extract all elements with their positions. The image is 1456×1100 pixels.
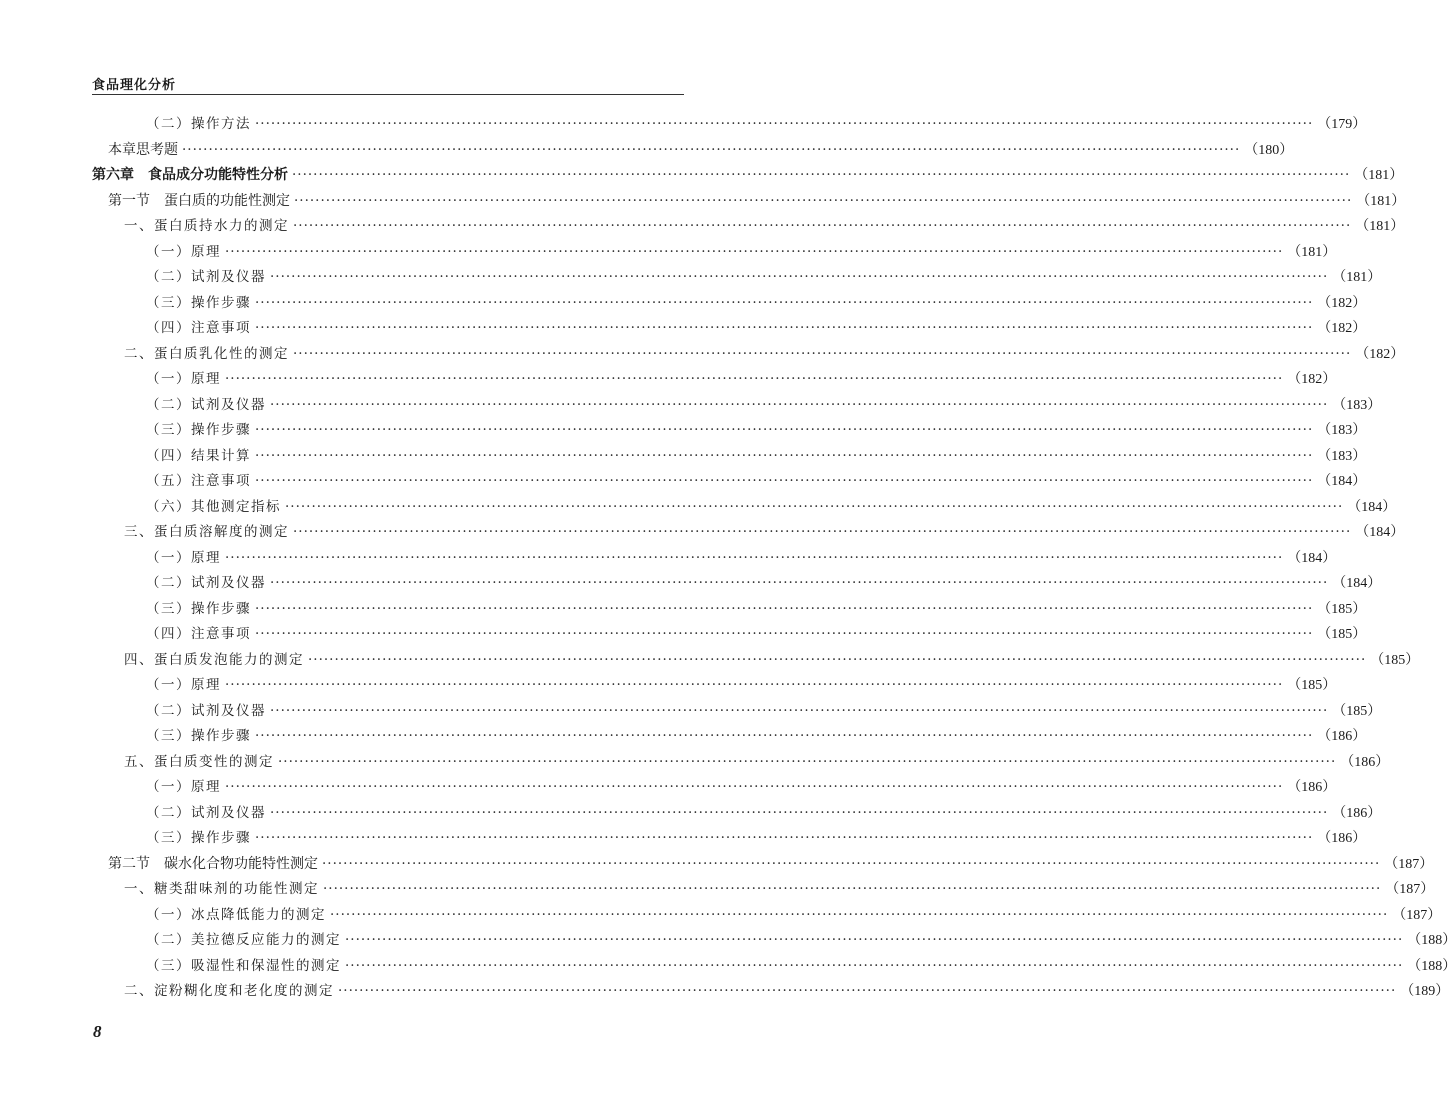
toc-entry bbox=[146, 368, 1337, 390]
dot-leader: ········································································································································································································ bbox=[308, 651, 1367, 668]
toc-entry-title: 二、淀粉糊化度和老化度的测定 bbox=[124, 983, 334, 999]
toc-entry bbox=[124, 878, 1435, 900]
dot-leader: ········································································································································································································ bbox=[270, 575, 1329, 591]
toc-entry-page: （186） bbox=[1317, 729, 1367, 744]
toc-entry bbox=[124, 343, 1405, 365]
toc-entry-title: 一、蛋白质持水力的测定 bbox=[124, 218, 289, 234]
toc-entry-title: （二）试剂及仪器 bbox=[146, 269, 266, 285]
toc-entry-page: （184） bbox=[1287, 550, 1337, 566]
toc-entry bbox=[146, 241, 1337, 263]
toc-entry bbox=[146, 496, 1397, 518]
toc-entry-page: （183） bbox=[1317, 448, 1367, 464]
toc-entry bbox=[146, 113, 1367, 135]
toc-entry-title: 一、糖类甜味剂的功能性测定 bbox=[124, 881, 319, 897]
toc-entry bbox=[146, 674, 1337, 696]
toc-entry bbox=[108, 139, 1294, 161]
toc-entry bbox=[146, 317, 1367, 339]
toc-entry bbox=[146, 700, 1382, 722]
dot-leader: ········································································································································································································ bbox=[293, 524, 1352, 540]
toc-entry-title: 四、蛋白质发泡能力的测定 bbox=[124, 651, 304, 668]
toc-entry-page: （183） bbox=[1332, 397, 1382, 413]
toc-entry bbox=[146, 292, 1367, 314]
dot-leader: ········································································································································································································ bbox=[278, 753, 1337, 770]
toc-entry-page: （184） bbox=[1317, 474, 1367, 489]
toc-entry-title: （一）原理 bbox=[146, 243, 221, 260]
toc-entry-title: （二）试剂及仪器 bbox=[146, 575, 266, 591]
toc-entry-page: （185） bbox=[1370, 652, 1420, 668]
toc-entry bbox=[146, 929, 1456, 951]
toc-entry bbox=[92, 164, 1404, 186]
toc-entry bbox=[146, 470, 1367, 492]
toc-entry-title: 第二节 碳水化合物功能特性测定 bbox=[108, 855, 318, 872]
dot-leader: ········································································································································································································ bbox=[255, 320, 1314, 336]
toc-entry-title: （三）操作步骤 bbox=[146, 600, 251, 617]
toc-entry-page: （185） bbox=[1287, 678, 1337, 693]
dot-leader: ········································································································································································································ bbox=[182, 141, 1241, 158]
toc-entry bbox=[146, 904, 1442, 926]
toc-entry-page: （181） bbox=[1356, 193, 1406, 209]
dot-leader: ········································································································································································································ bbox=[345, 932, 1404, 948]
toc-entry-title: （一）原理 bbox=[146, 371, 221, 387]
toc-entry bbox=[146, 827, 1367, 849]
toc-entry-title: （一）原理 bbox=[146, 779, 221, 795]
toc-entry-page: （179） bbox=[1317, 117, 1367, 132]
toc-entry-page: （182） bbox=[1287, 372, 1337, 387]
toc-entry-title: （五）注意事项 bbox=[146, 473, 251, 489]
toc-entry-title: （三）操作步骤 bbox=[146, 830, 251, 846]
dot-leader: ········································································································································································································ bbox=[322, 855, 1381, 872]
dot-leader: ········································································································································································································ bbox=[255, 422, 1314, 438]
toc-entry-page: （188） bbox=[1407, 933, 1456, 948]
toc-entry-title: 二、蛋白质乳化性的测定 bbox=[124, 345, 289, 362]
dot-leader: ········································································································································································································ bbox=[294, 192, 1353, 209]
dot-leader: ········································································································································································································ bbox=[338, 983, 1397, 999]
toc-entry-page: （187） bbox=[1384, 856, 1434, 872]
toc-entry-page: （186） bbox=[1287, 780, 1337, 795]
toc-entry bbox=[108, 190, 1406, 212]
dot-leader: ········································································································································································································ bbox=[270, 396, 1329, 413]
toc-entry-page: （189） bbox=[1400, 984, 1450, 999]
toc-entry-page: （186） bbox=[1332, 805, 1382, 821]
toc-entry-title: （四）结果计算 bbox=[146, 447, 251, 464]
dot-leader: ········································································································································································································ bbox=[270, 702, 1329, 719]
dot-leader: ········································································································································································································ bbox=[270, 804, 1329, 821]
toc-entry bbox=[146, 419, 1367, 441]
toc-entry bbox=[124, 751, 1390, 773]
toc-entry-page: （184） bbox=[1332, 576, 1382, 591]
toc-entry-page: （184） bbox=[1355, 525, 1405, 540]
toc-entry-title: （三）操作步骤 bbox=[146, 294, 251, 311]
toc-entry-title: 第六章 食品成分功能特性分析 bbox=[92, 167, 288, 183]
dot-leader: ········································································································································································································ bbox=[255, 294, 1314, 311]
toc-entry bbox=[146, 394, 1382, 416]
dot-leader: ········································································································································································································ bbox=[225, 779, 1284, 795]
toc-entry-page: （181） bbox=[1332, 270, 1382, 285]
toc-entry-title: （二）试剂及仪器 bbox=[146, 804, 266, 821]
toc-entry bbox=[146, 623, 1367, 645]
toc-entry-page: （185） bbox=[1332, 703, 1382, 719]
toc-entry-title: （三）操作步骤 bbox=[146, 728, 251, 744]
toc-entry-page: （180） bbox=[1244, 142, 1294, 158]
book-title: 食品理化分析 bbox=[92, 78, 177, 93]
dot-leader: ········································································································································································································ bbox=[225, 677, 1284, 693]
toc-entry-page: （182） bbox=[1355, 346, 1405, 362]
toc-entry-page: （183） bbox=[1317, 423, 1367, 438]
toc-entry bbox=[124, 215, 1405, 237]
toc-entry-page: （181） bbox=[1354, 168, 1404, 183]
dot-leader: ········································································································································································································ bbox=[255, 830, 1314, 846]
toc-entry-page: （182） bbox=[1317, 295, 1367, 311]
toc-entry-title: （三）操作步骤 bbox=[146, 422, 251, 438]
dot-leader: ········································································································································································································ bbox=[270, 269, 1329, 285]
toc-entry-page: （187） bbox=[1385, 882, 1435, 897]
toc-entry bbox=[146, 776, 1337, 798]
toc-entry-page: （185） bbox=[1317, 627, 1367, 642]
dot-leader: ········································································································································································································ bbox=[293, 218, 1352, 234]
toc-entry bbox=[146, 266, 1382, 288]
dot-leader: ········································································································································································································ bbox=[225, 371, 1284, 387]
toc-entry-title: 三、蛋白质溶解度的测定 bbox=[124, 524, 289, 540]
running-header bbox=[92, 72, 684, 95]
dot-leader: ········································································································································································································ bbox=[345, 957, 1404, 974]
toc-entry-page: （188） bbox=[1407, 958, 1456, 974]
toc-entry-title: （一）冰点降低能力的测定 bbox=[146, 906, 326, 923]
toc-entry-title: （四）注意事项 bbox=[146, 626, 251, 642]
dot-leader: ········································································································································································································ bbox=[323, 881, 1382, 897]
toc-entry-page: （182） bbox=[1317, 321, 1367, 336]
dot-leader: ········································································································································································································ bbox=[225, 549, 1284, 566]
toc-entry-title: （四）注意事项 bbox=[146, 320, 251, 336]
dot-leader: ········································································································································································································ bbox=[255, 626, 1314, 642]
toc-entry bbox=[108, 853, 1434, 875]
toc-entry-title: 第一节 蛋白质的功能性测定 bbox=[108, 192, 290, 209]
dot-leader: ········································································································································································································ bbox=[255, 447, 1314, 464]
page-number: 8 bbox=[93, 1022, 102, 1041]
toc-entry-page: （181） bbox=[1355, 219, 1405, 234]
toc-entry bbox=[146, 445, 1367, 467]
toc-entry bbox=[124, 980, 1450, 1002]
toc-entry-title: （二）试剂及仪器 bbox=[146, 702, 266, 719]
dot-leader: ········································································································································································································ bbox=[255, 728, 1314, 744]
dot-leader: ········································································································································································································ bbox=[255, 473, 1314, 489]
dot-leader: ········································································································································································································ bbox=[255, 600, 1314, 617]
toc-entry-page: （185） bbox=[1317, 601, 1367, 617]
toc-entry-page: （184） bbox=[1347, 499, 1397, 515]
toc-entry-title: 五、蛋白质变性的测定 bbox=[124, 753, 274, 770]
dot-leader: ········································································································································································································ bbox=[292, 167, 1351, 183]
toc-entry-title: （一）原理 bbox=[146, 549, 221, 566]
toc-entry-title: 本章思考题 bbox=[108, 141, 178, 158]
toc-entry-title: （二）美拉德反应能力的测定 bbox=[146, 932, 341, 948]
toc-entry bbox=[146, 802, 1382, 824]
toc-entry-title: （六）其他测定指标 bbox=[146, 498, 281, 515]
dot-leader: ········································································································································································································ bbox=[285, 498, 1344, 515]
toc-entry bbox=[146, 572, 1382, 594]
toc-entry-title: （三）吸湿性和保湿性的测定 bbox=[146, 957, 341, 974]
dot-leader: ········································································································································································································ bbox=[255, 116, 1314, 132]
toc-entry bbox=[124, 649, 1420, 671]
toc-entry bbox=[146, 598, 1367, 620]
toc-entry bbox=[146, 547, 1337, 569]
toc-entry-title: （二）试剂及仪器 bbox=[146, 396, 266, 413]
dot-leader: ········································································································································································································ bbox=[330, 906, 1389, 923]
toc-entry bbox=[124, 521, 1405, 543]
toc-entry-page: （186） bbox=[1340, 754, 1390, 770]
toc-entry bbox=[146, 955, 1456, 977]
toc-entry-page: （186） bbox=[1317, 831, 1367, 846]
dot-leader: ········································································································································································································ bbox=[225, 243, 1284, 260]
toc-entry-title: （一）原理 bbox=[146, 677, 221, 693]
dot-leader: ········································································································································································································ bbox=[293, 345, 1352, 362]
toc-entry-title: （二）操作方法 bbox=[146, 116, 251, 132]
toc-entry-page: （181） bbox=[1287, 244, 1337, 260]
toc-entry bbox=[146, 725, 1367, 747]
toc-entry-page: （187） bbox=[1392, 907, 1442, 923]
